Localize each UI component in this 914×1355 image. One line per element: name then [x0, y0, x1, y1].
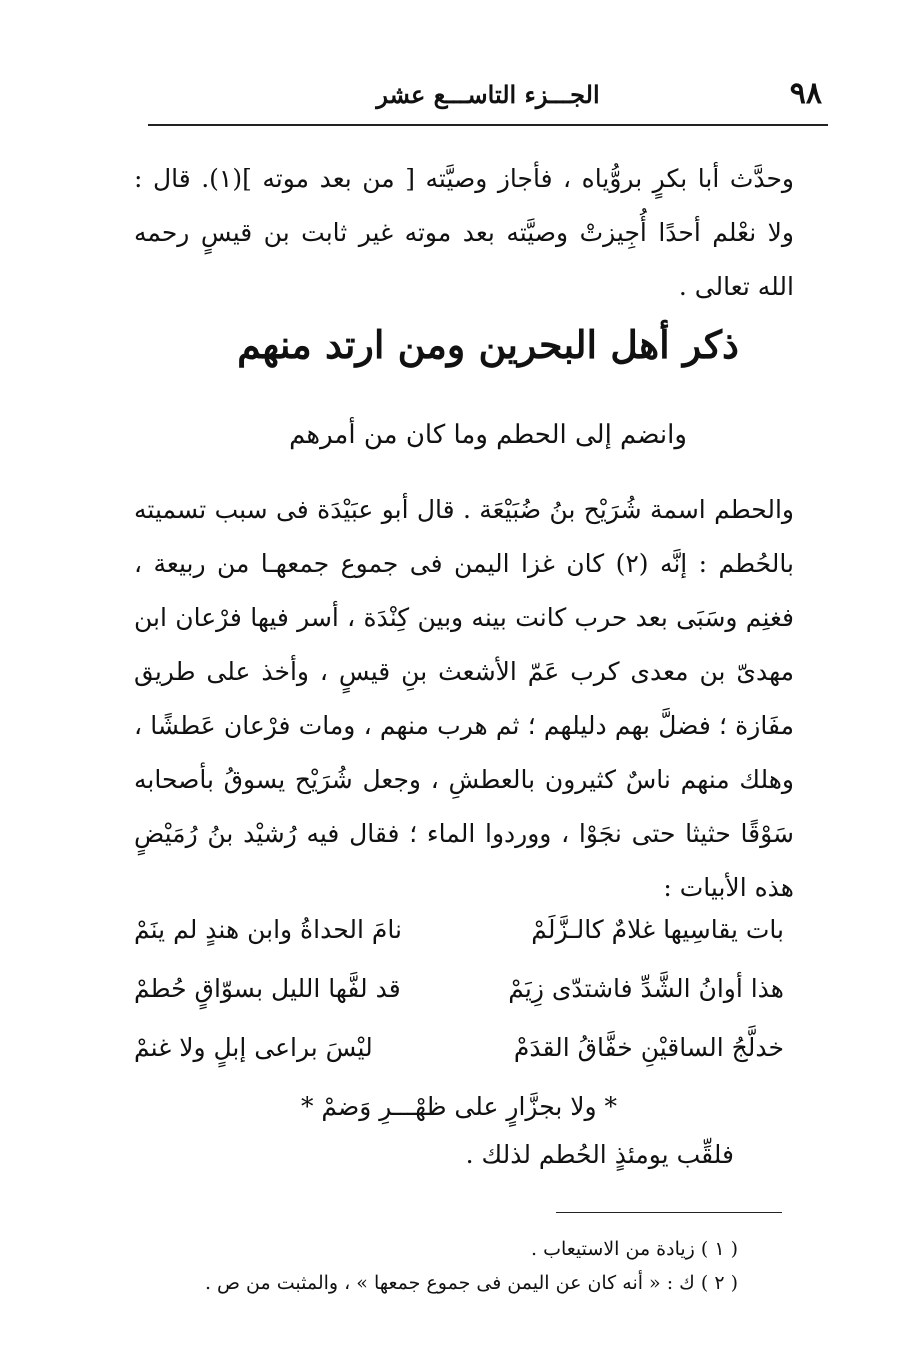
- verse-first-hemistich: بات يقاسِيها غلامٌ كالـزَّلَمْ: [531, 915, 784, 944]
- poem-verse: [134, 1018, 784, 1077]
- verse-second-hemistich: ليْسَ براعى إبلٍ ولا غنمْ: [134, 1033, 373, 1062]
- footnotes: [118, 1232, 738, 1300]
- running-title: الجـــزء التاســـع عشر: [376, 80, 600, 109]
- main-paragraph: والحطم اسمة شُرَيْح بنُ ضُبَيْعَة . قال أبو عبَيْدَة فى سبب تسميته بالحُطم : إنَّه (٢) كان غزا اليمن فى جموع جمعهـا من ربيعة ، فغنِم وسَبَى بعد حرب كانت بينه وبين كِنْدَة ، أسر فيها فرْعان ابن مهدىّ بن معدى كرب عَمّ الأشعث بنِ قيسٍ ، وأخذ على طريق مفَازة ؛ فضلَّ بهم دليلهم ؛ ثم هرب منهم ، ومات فرْعان عَطشًا ، وهلك منهم ناسٌ كثيرون بالعطشِ ، وجعل شُرَيْح يسوقُ بأصحابه سَوْقًا حثيثا حتى نجَوْا ، ووردوا الماء ؛ فقال فيه رُشيْد بنُ رُمَيْضٍ هذه الأبيات :: [134, 495, 794, 902]
- section-heading: ذكر أهل البحرين ومن ارتد منهم: [237, 322, 739, 367]
- verse-first-hemistich: خدلَّجُ الساقيْنِ خفَّاقُ القدَمْ: [513, 1033, 784, 1062]
- footnote-2: ( ٢ ) ك : « أنه كان عن اليمن فى جموع جمعها » ، والمثبت من ص .: [204, 1272, 738, 1294]
- verse-second-hemistich: نامَ الحداةُ وابن هندٍ لم ينَمْ: [134, 915, 402, 944]
- footnote-divider: [556, 1212, 782, 1213]
- verse-second-hemistich: قد لفَّها الليل بسوّاقٍ حُطمْ: [134, 974, 401, 1003]
- poem-verse: [134, 959, 784, 1018]
- poem: [134, 900, 784, 1136]
- poem-last-line: * ولا بجزَّارٍ على ظهْـــرِ وَضمْ *: [300, 1092, 618, 1121]
- page-number: ٩٨: [789, 76, 822, 111]
- verse-first-hemistich: هذا أوانُ الشَّدِّ فاشتدّى زِيَمْ: [508, 974, 784, 1003]
- poem-verse: [134, 900, 784, 959]
- footnote-1: ( ١ ) زيادة من الاستيعاب .: [531, 1238, 738, 1260]
- page-header: [148, 70, 828, 126]
- section-subheading: وانضم إلى الحطم وما كان من أمرهم: [289, 420, 687, 450]
- intro-paragraph: وحدَّث أبا بكرٍ بروُّياه ، فأجاز وصيَّته [ من بعد موته ](١). قال : ولا نعْلم أحدًا أُجِيزتْ وصيَّته بعد موته غير ثابت بن قيسٍ رحمه الله تعالى .: [134, 164, 794, 301]
- closing-line: فلقِّب يومئذٍ الحُطم لذلك .: [465, 1140, 734, 1169]
